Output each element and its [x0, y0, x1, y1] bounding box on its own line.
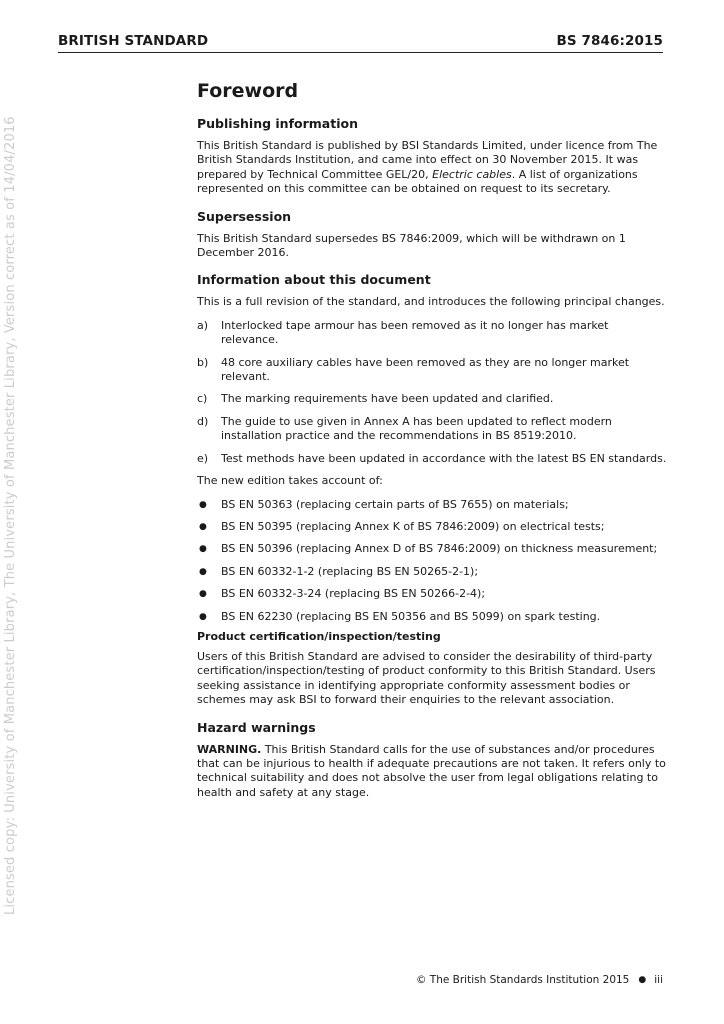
bullet-icon: ● — [199, 589, 207, 600]
license-watermark: Licensed copy: University of Manchester Library, The University of Manchester Library, Version correct as of 14/04/2016 — [3, 116, 18, 915]
list-marker: b) — [197, 355, 209, 369]
list-item — [197, 587, 667, 601]
bullet-icon: ● — [199, 611, 207, 622]
publishing-section — [197, 116, 667, 197]
list-item-text: BS EN 50363 (replacing certain parts of BS 7655) on materials; — [221, 497, 569, 511]
hazard-body: This British Standard calls for the use of substances and/or procedures that can be injurious to health if adequate precautions are not taken. It refers only to technical suitability and does not absolve the user from legal obligations relating to health and safety at any stage. — [197, 742, 666, 799]
list-item — [197, 415, 667, 444]
header-left: BRITISH STANDARD — [58, 33, 209, 49]
header-rule — [58, 52, 663, 53]
changes-list — [197, 319, 667, 466]
product-text: Users of this British Standard are advised to consider the desirability of third-party certification/inspection/testing of product conformity to this British Standard. Users seeking assistance in identifying appropriate conformity assessment bodies or schemes may ask BSI to forward their enquiries to the relevant association. — [197, 649, 656, 707]
list-marker: a) — [197, 318, 209, 332]
list-item — [197, 565, 667, 579]
information-heading: Information about this document — [197, 272, 431, 288]
list-marker: c) — [197, 392, 208, 406]
list-item — [197, 452, 667, 466]
list-item-text: BS EN 50395 (replacing Annex K of BS 7846:2009) on electrical tests; — [221, 519, 605, 533]
page-title: Foreword — [197, 80, 299, 102]
committee-name: Electric cables — [432, 167, 512, 181]
list-item-text: BS EN 60332-3-24 (replacing BS EN 50266-2-4); — [221, 587, 486, 601]
list-item-text: BS EN 50396 (replacing Annex D of BS 7846:2009) on thickness measurement; — [221, 542, 658, 556]
list-item-text: Interlocked tape armour has been removed as it no longer has market relevance. — [221, 318, 609, 347]
list-item-text: The marking requirements have been updated and clarified. — [221, 392, 554, 406]
hazard-section — [197, 720, 667, 801]
hazard-text — [197, 743, 667, 801]
standards-list — [197, 498, 667, 624]
hazard-heading: Hazard warnings — [197, 719, 316, 735]
account-intro: The new edition takes account of: — [197, 474, 383, 488]
list-item — [197, 610, 667, 624]
list-item — [197, 392, 667, 406]
list-item — [197, 520, 667, 534]
footer-separator-icon: ● — [638, 975, 647, 985]
list-item-text: 48 core auxiliary cables have been removed as they are no longer market relevant. — [221, 355, 630, 384]
supersession-heading: Supersession — [197, 208, 292, 224]
page-footer — [395, 972, 663, 988]
foreword-content — [197, 80, 667, 812]
list-item-text: The guide to use given in Annex A has been updated to reflect modern installation practice and the recommendations in BS 8519:2010. — [221, 414, 612, 443]
publishing-text — [197, 139, 667, 197]
list-item — [197, 542, 667, 556]
warning-label: WARNING. — [197, 742, 262, 756]
supersession-text: This British Standard supersedes BS 7846:2009, which will be withdrawn on 1 December 2016. — [197, 231, 626, 260]
publishing-text-part2: . A list of organizations represented on this committee can be obtained on request to its secretary. — [197, 167, 638, 196]
list-item — [197, 498, 667, 512]
publishing-text-part1: This British Standard is published by BSI Standards Limited, under licence from The British Standards Institution, and came into effect on 30 November 2015. It was prepared by Technical Committee GEL/20, — [197, 139, 658, 181]
information-intro: This is a full revision of the standard, and introduces the following principal changes. — [197, 295, 665, 309]
running-header — [58, 33, 663, 53]
bullet-icon: ● — [199, 521, 207, 532]
product-section — [197, 630, 667, 708]
publishing-heading: Publishing information — [197, 116, 358, 131]
list-marker: e) — [197, 451, 209, 465]
list-item-text: Test methods have been updated in accordance with the latest BS EN standards. — [221, 451, 667, 465]
bullet-icon: ● — [199, 544, 207, 555]
information-section — [197, 272, 667, 624]
bullet-icon: ● — [199, 499, 207, 510]
list-item-text: BS EN 62230 (replacing BS EN 50356 and BS 5099) on spark testing. — [221, 609, 601, 623]
list-item — [197, 319, 667, 348]
product-heading: Product certification/inspection/testing — [197, 629, 441, 643]
footer-copyright: © The British Standards Institution 2015 — [415, 974, 630, 986]
bullet-icon: ● — [199, 566, 207, 577]
supersession-section — [197, 209, 667, 261]
list-marker: d) — [197, 414, 209, 428]
list-item-text: BS EN 60332-1-2 (replacing BS EN 50265-2-1); — [221, 564, 479, 578]
page-number: iii — [654, 974, 663, 986]
header-right: BS 7846:2015 — [556, 33, 663, 49]
list-item — [197, 356, 667, 385]
